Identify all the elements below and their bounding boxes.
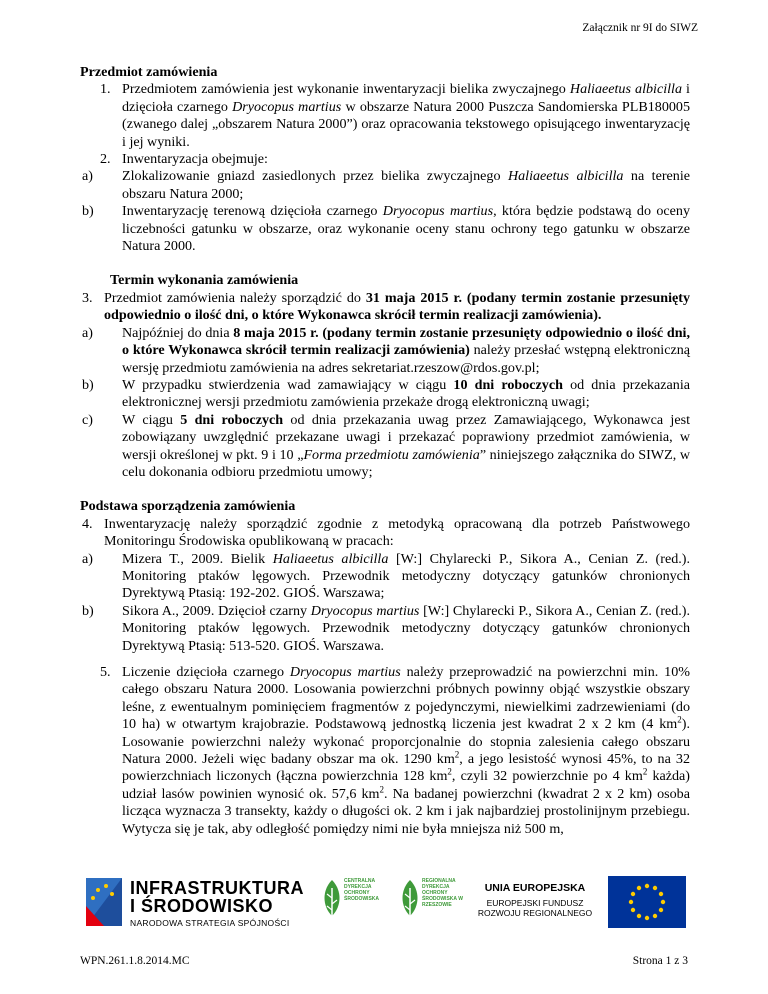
- item-text: , która będzie podstawą do oceny liczebności gatunku w obszarze, oraz wykonanie oceny stanu ochrony tego gatunku w obszarze Natura 2000.: [122, 203, 690, 255]
- list-marker: b): [82, 203, 94, 220]
- section-title-subject: Przedmiot zamówienia: [80, 64, 218, 80]
- deadline-bold: 10 dni roboczych: [453, 376, 563, 393]
- infrastruktura-srodowisko-logo: [80, 872, 304, 934]
- item-text: [W:] Chylarecki P., Sikora A., Cenian Z. (red.). Monitoring ptaków lęgowych. Przewodnik metodyczny dotyczący gatunków chronionych Dyrektywą Ptasią: 513-520. GIOŚ. Warszawa.: [122, 602, 690, 654]
- list-marker: a): [82, 168, 93, 185]
- superscript: 2: [454, 749, 460, 760]
- footer-logos: [80, 872, 690, 936]
- eu-flag-icon: [608, 876, 686, 928]
- section-title-basis: Podstawa sporządzenia zamówienia: [80, 498, 296, 515]
- list-marker: a): [82, 324, 93, 341]
- item-text: na terenie obszaru Natura 2000;: [122, 168, 691, 202]
- list-item-4: [80, 516, 690, 551]
- item-text: W ciągu: [122, 411, 181, 428]
- leaf-icon: [398, 876, 422, 932]
- eu-logo: [470, 872, 690, 934]
- item-text: Najpóźniej do dnia: [122, 324, 234, 341]
- logo-line-3: NARODOWA STRATEGIA SPÓJNOŚCI: [130, 918, 290, 928]
- logo-line-2: I ŚRODOWISKO: [130, 896, 274, 916]
- list-item-2a: [80, 168, 690, 203]
- list-marker: 4.: [82, 515, 93, 532]
- deadline-bold: 5 dni roboczych: [180, 411, 284, 428]
- item-text: od dnia przekazania elektronicznej wersji przedmiotu zamówienia przekaże drogą elektroniczną uwagi;: [122, 376, 690, 411]
- list-item-2: [80, 151, 690, 168]
- species-name: Dryocopus martius: [289, 664, 401, 680]
- eu-title: UNIA EUROPEJSKA: [484, 882, 586, 894]
- item-text: należy przeprowadzić na powierzchni min. 10% całego obszaru Natura 2000. Losowania powierzchni próbnych powinny objąć wszystkie obszary leśne, z ewentualnym pominięciem fragmentów z pojedynczymi, niewielkimi zadrzewieniami (do 10 ha) w otwartym krajobrazie. Podstawową jednostką liczenia jest kwadrat 2 x 2 km (4 km: [122, 664, 690, 733]
- item-text: ). Losowanie powierzchni należy wykonać proporcjonalnie do stopnia zalesienia całego obszaru Natura 2000. Jeżeli więc badany obszar ma ok. 1290 km: [122, 716, 690, 768]
- item-text: Przedmiot zamówienia należy sporządzić do: [104, 289, 366, 306]
- species-name: Dryocopus martius: [382, 203, 494, 220]
- eu-fund-line: EUROPEJSKI FUNDUSZ: [486, 898, 584, 908]
- item-text: W przypadku stwierdzenia wad zamawiający w ciągu: [122, 376, 454, 393]
- logo-line-1: INFRASTRUKTURA: [130, 878, 304, 898]
- list-item-2b: [80, 203, 690, 255]
- rdos-text: REGIONALNA DYREKCJA OCHRONY ŚRODOWISKA W RZESZOWIE: [422, 878, 463, 908]
- item-text: Inwentaryzację należy sporządzić zgodnie z metodyką opracowaną dla potrzeb Państwowego Monitoringu Środowiska opublikowaną w pracach:: [104, 515, 690, 550]
- list-marker: b): [82, 376, 94, 393]
- eu-fund: [470, 898, 600, 918]
- item-text: . Na badanej powierzchni (kwadrat 2 x 2 km) osoba licząca wyznacza 3 transekty, każdy o długości ok. 2 km i jak najbardziej prostolinijnym przebiegu. Wytycza się je tak, aby odległość pomiędzy nimi nie była mniejsza niż 500 m,: [122, 785, 690, 837]
- item-text: Sikora A., 2009. Dzięcioł czarny: [122, 602, 311, 619]
- list-marker: 2.: [100, 151, 111, 168]
- item-text: od dnia przekazania uwag przez Zamawiającego, Wykonawca jest zobowiązany uwzględnić przekazane uwagi i przekazać poprawiony przedmiot zamówienia, w wersji określonej w pkt. 9 i 10 „: [122, 411, 690, 463]
- species-name: Dryocopus martius: [232, 98, 342, 115]
- list-marker: b): [82, 602, 94, 619]
- italic-reference: Forma przedmiotu zamówienia: [303, 446, 480, 463]
- eu-fund-line: ROZWOJU REGIONALNEGO: [477, 908, 593, 918]
- gdos-text: CENTRALNA DYREKCJA OCHRONY ŚRODOWISKA: [344, 878, 379, 902]
- document-reference: WPN.261.1.8.2014.MC: [80, 955, 190, 967]
- list-item-3b: [80, 377, 690, 412]
- infrastruktura-flag-icon: [82, 876, 124, 928]
- deadline-bold: 31 maja 2015 r. (podany termin zostanie przesunięty odpowiednio o ilość dni, o które Wykonawca skrócił termin realizacji zamówienia).: [104, 289, 691, 324]
- item-text: , a jego lesistość wynosi 45%, to na 32 powierzchniach liczonych (łączna powierzchnia 128 km: [122, 751, 691, 785]
- list-marker: 5.: [100, 664, 111, 680]
- superscript: 2: [379, 784, 385, 795]
- list-marker: 3.: [82, 289, 93, 306]
- deadline-bold: 8 maja 2015 r. (podany termin zostanie przesunięty odpowiednio o ilość dni, o które Wykonawca skrócił termin realizacji zamówienia): [122, 324, 690, 359]
- item-text: każda) udział lasów powinien wynosić ok. 57,6 km: [122, 768, 691, 802]
- item-text: Mizera T., 2009. Bielik: [122, 550, 273, 567]
- superscript: 2: [642, 766, 648, 777]
- list-item-3: [80, 290, 690, 325]
- document-body: [80, 64, 690, 838]
- species-name: Haliaeetus albicilla: [507, 168, 624, 185]
- list-item-4a: [80, 551, 690, 603]
- rdos-logo: [398, 876, 462, 932]
- attachment-reference: Załącznik nr 9I do SIWZ: [582, 22, 698, 34]
- superscript: 2: [677, 714, 682, 725]
- gdos-logo: [320, 876, 384, 932]
- item-text: [W:] Chylarecki P., Sikora A., Cenian Z. (red.). Monitoring ptaków lęgowych. Przewodnik metodyczny dotyczący gatunków chronionych Dyrektywą Ptasią: 192-202. GIOŚ. Warszawa;: [122, 550, 690, 602]
- list-item-3c: [80, 412, 690, 482]
- species-name: Haliaeetus albicilla: [569, 81, 682, 98]
- item-text: i dzięcioła czarnego: [122, 81, 690, 115]
- list-item-4b: [80, 603, 690, 655]
- superscript: 2: [447, 766, 452, 777]
- list-item-5: [80, 664, 690, 838]
- section-title-deadline: Termin wykonania zamówienia: [110, 272, 299, 289]
- item-text: Zlokalizowanie gniazd zasiedlonych przez bielika zwyczajnego: [122, 168, 508, 185]
- item-text: ” niniejszego załącznika do SIWZ, w celu dokonania odbioru przedmiotu umowy;: [122, 446, 691, 480]
- leaf-icon: [320, 876, 344, 932]
- item-text: Inwentaryzacja obejmuje:: [122, 151, 268, 168]
- item-text: Przedmiotem zamówienia jest wykonanie inwentaryzacji bielika zwyczajnego: [122, 81, 570, 98]
- species-name: Haliaeetus albicilla: [272, 550, 389, 567]
- list-item-1: [80, 81, 690, 151]
- list-marker: a): [82, 550, 93, 567]
- page-number: Strona 1 z 3: [632, 955, 688, 967]
- item-text: w obszarze Natura 2000 Puszcza Sandomierska PLB180005 (zwanego dalej „obszarem Natura 2000”) oraz opracowania tekstowego opisującego inwentaryzację i jej wyniki.: [122, 98, 691, 150]
- list-marker: 1.: [100, 81, 111, 98]
- item-text: Liczenie dzięcioła czarnego: [122, 664, 290, 680]
- list-item-3a: [80, 325, 690, 377]
- item-text: Inwentaryzację terenową dzięcioła czarnego: [122, 203, 383, 220]
- species-name: Dryocopus martius: [310, 602, 420, 619]
- item-text: , czyli 32 powierzchnie po 4 km: [451, 768, 643, 785]
- item-text: należy przesłać wstępną elektroniczną wersję przedmiotu zamówienia na adres sekretariat.rzeszow@rdos.gov.pl;: [122, 342, 691, 376]
- list-marker: c): [82, 411, 93, 428]
